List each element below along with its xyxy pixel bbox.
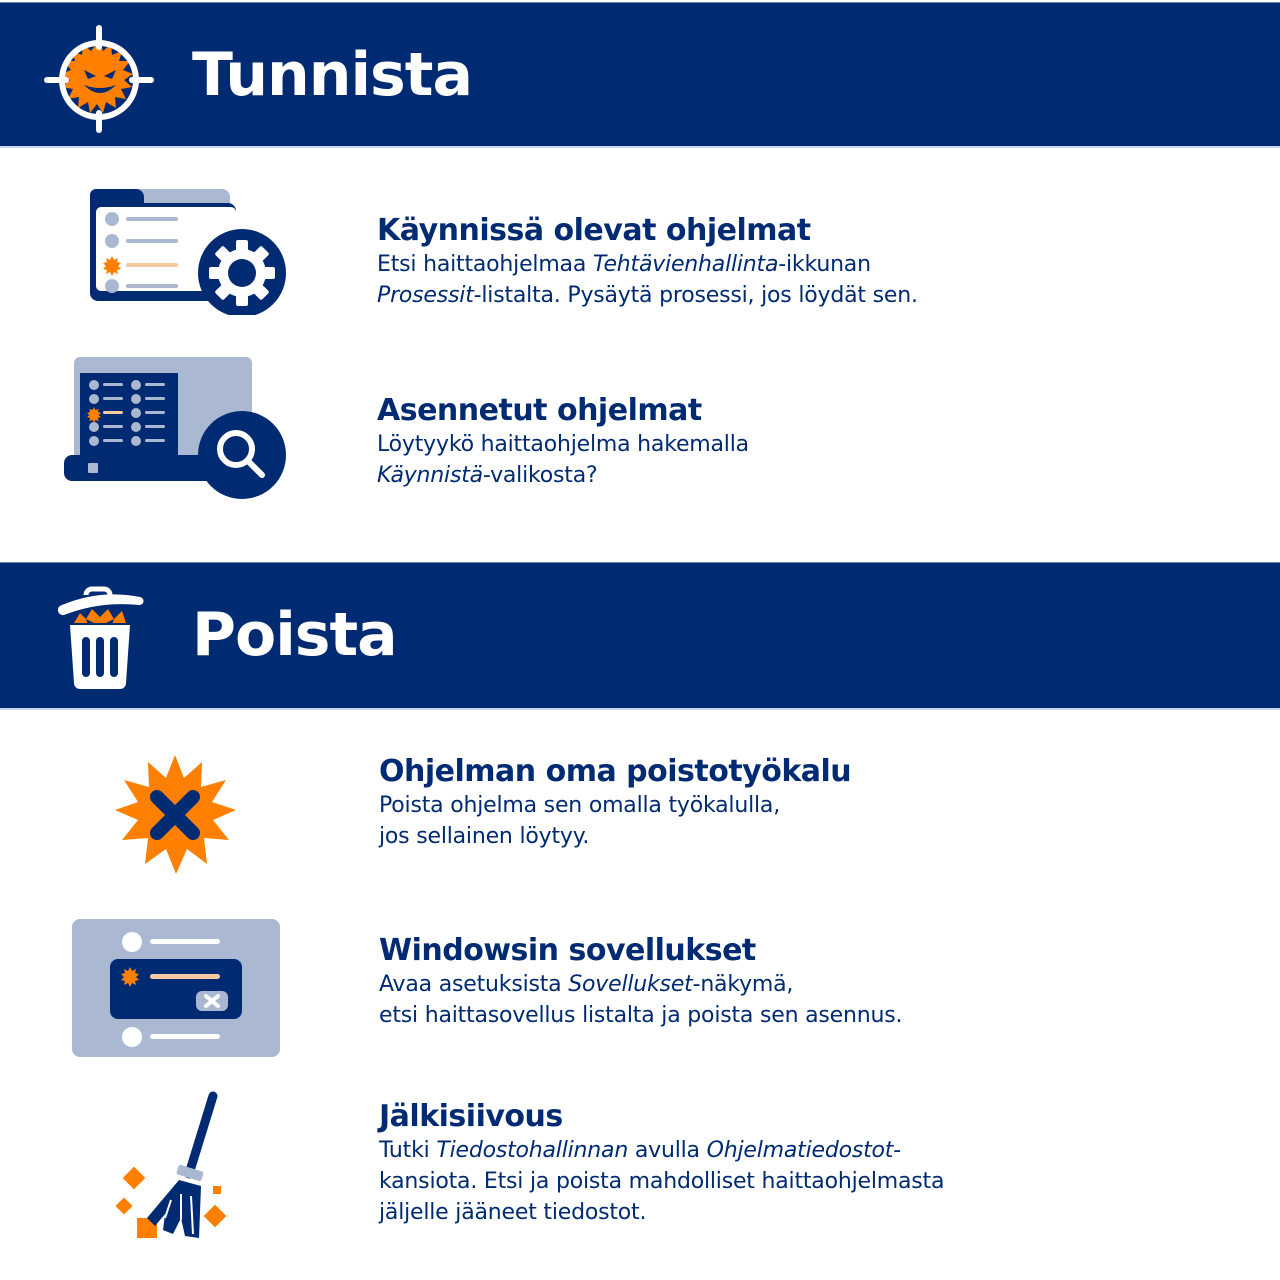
- body-emphasis: Tiedostohallinnan: [436, 1138, 629, 1163]
- step-running-programs: [0, 175, 1280, 325]
- section-banner-tunnista: [0, 2, 1280, 148]
- step-text: [379, 754, 851, 852]
- step-uninstaller: [0, 740, 1280, 890]
- step-installed-programs: [0, 350, 1280, 510]
- step-body: [379, 790, 851, 852]
- body-text: Tutki: [379, 1138, 437, 1163]
- start-menu-search-icon: [62, 355, 292, 505]
- broom-icon: [115, 1090, 245, 1245]
- body-text: Löytyykö haittaohjelma hakemalla: [377, 432, 749, 457]
- step-body: [379, 969, 902, 1031]
- section-banner-poista: [0, 562, 1280, 710]
- body-emphasis: Ohjelmatiedostot: [706, 1138, 894, 1163]
- step-windows-apps: [0, 915, 1280, 1065]
- body-emphasis: Käynnistä: [377, 463, 483, 488]
- trash-can-malware-icon: [52, 583, 148, 693]
- body-text: avulla: [628, 1138, 707, 1163]
- step-body: [377, 249, 918, 311]
- section-title: Tunnista: [192, 40, 472, 110]
- step-heading: Asennetut ohjelmat: [377, 393, 702, 428]
- body-text: Etsi haittaohjelmaa: [377, 252, 593, 277]
- body-emphasis: Prosessit: [377, 283, 474, 308]
- step-heading: Windowsin sovellukset: [379, 933, 756, 968]
- step-heading: Ohjelman oma poistotyökalu: [379, 754, 852, 789]
- app-list-remove-icon: [72, 917, 282, 1059]
- body-text: -näkymä,: [692, 972, 794, 997]
- body-text: jäljelle jääneet tiedostot.: [379, 1200, 647, 1225]
- crosshair-malware-icon: [44, 23, 154, 133]
- step-text: [377, 393, 749, 491]
- step-cleanup: [0, 1085, 1280, 1255]
- body-text: -: [893, 1138, 901, 1163]
- body-emphasis: Sovellukset: [568, 972, 693, 997]
- section-title: Poista: [192, 600, 397, 670]
- folder-gear-icon: [82, 181, 292, 315]
- body-text: kansiota. Etsi ja poista mahdolliset haittaohjelmasta: [379, 1169, 945, 1194]
- body-text: Avaa asetuksista: [379, 972, 569, 997]
- step-text: [377, 213, 918, 311]
- body-text: -ikkunan: [778, 252, 871, 277]
- body-text: -listalta. Pysäytä prosessi, jos löydät sen.: [473, 283, 918, 308]
- step-heading: Käynnissä olevat ohjelmat: [377, 213, 811, 248]
- body-text: -valikosta?: [482, 463, 598, 488]
- starburst-x-icon: [110, 750, 240, 880]
- step-body: [379, 1135, 944, 1228]
- body-emphasis: Tehtävienhallinta: [592, 252, 779, 277]
- step-text: [379, 933, 902, 1031]
- body-text: etsi haittasovellus listalta ja poista sen asennus.: [379, 1003, 903, 1028]
- body-text: Poista ohjelma sen omalla työkalulla,: [379, 793, 780, 818]
- step-body: [377, 429, 749, 491]
- step-text: [379, 1099, 944, 1228]
- step-heading: Jälkisiivous: [379, 1099, 563, 1134]
- body-text: jos sellainen löytyy.: [379, 824, 590, 849]
